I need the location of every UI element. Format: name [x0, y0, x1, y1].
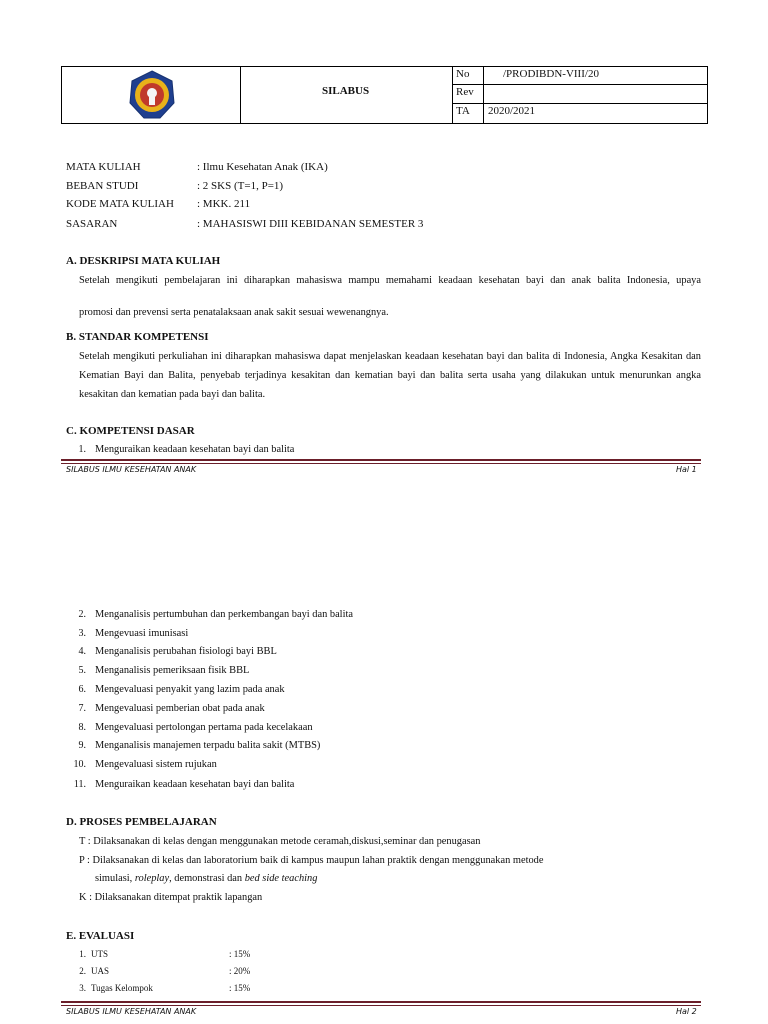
footer-rule-page-1 — [61, 459, 701, 464]
header-no-label: No — [456, 68, 470, 80]
e-item-3-value: : 15% — [229, 983, 251, 993]
header-no-value: /PRODIBDN-VIII/20 — [503, 68, 599, 80]
document-header-table — [61, 66, 708, 124]
c-item-9-text: Menganalisis manajemen terpadu balita sakit (MTBS) — [95, 740, 321, 751]
header-ta-value: 2020/2021 — [488, 105, 536, 117]
info-value-beban-studi: : 2 SKS (T=1, P=1) — [197, 180, 284, 192]
footer-left-page-2: SILABUS ILMU KESEHATAN ANAK — [66, 1007, 197, 1016]
c-item-11-text: Menguraikan keadaan kesehatan bayi dan balita — [95, 779, 295, 790]
e-item-2-number: 2. — [79, 966, 86, 976]
footer-page-number-2: Hal 2 — [676, 1007, 697, 1016]
section-d-praktik-line1: P : Dilaksanakan di kelas dan laboratorium baik di kampus maupun lahan praktik dengan menggunakan metode — [79, 855, 544, 866]
section-d-title: D. PROSES PEMBELAJARAN — [66, 816, 217, 828]
section-d-teori: T : Dilaksanakan di kelas dengan menggunakan metode ceramah,diskusi,seminar dan penugasan — [79, 836, 481, 847]
c-item-3-text: Mengevuasi imunisasi — [95, 628, 189, 639]
info-value-sasaran: : MAHASISWI DIII KEBIDANAN SEMESTER 3 — [197, 218, 424, 230]
institution-logo — [126, 69, 178, 126]
e-item-2-label: UAS — [91, 966, 110, 976]
c-item-6-number: 6. — [78, 684, 86, 695]
header-ta-label: TA — [456, 105, 470, 117]
info-label-beban-studi: BEBAN STUDI — [66, 180, 139, 192]
e-item-3-label: Tugas Kelompok — [91, 983, 153, 993]
c-item-11-number: 11. — [73, 779, 86, 790]
c-item-1-text: Menguraikan keadaan kesehatan bayi dan balita — [95, 444, 295, 455]
section-d-bedside-text: bed side teaching — [244, 873, 318, 884]
c-item-2-number: 2. — [78, 609, 86, 620]
section-a-title: A. DESKRIPSI MATA KULIAH — [66, 255, 221, 267]
section-e-title: E. EVALUASI — [66, 930, 135, 942]
document-title: SILABUS — [322, 85, 370, 97]
info-value-mata-kuliah: : Ilmu Kesehatan Anak (IKA) — [197, 161, 328, 173]
section-d-roleplay-text: roleplay — [134, 873, 170, 884]
c-item-5-number: 5. — [78, 665, 86, 676]
c-item-10-text: Mengevaluasi sistem rujukan — [95, 759, 217, 770]
c-item-8-text: Mengevaluasi pertolongan pertama pada kecelakaan — [95, 722, 313, 733]
c-item-8-number: 8. — [78, 722, 86, 733]
info-label-mata-kuliah: MATA KULIAH — [66, 161, 141, 173]
info-label-sasaran: SASARAN — [66, 218, 118, 230]
e-item-1-label: UTS — [91, 949, 109, 959]
section-d-demonstrasi-text: , demonstrasi dan — [169, 873, 245, 884]
e-item-3-number: 3. — [79, 983, 86, 993]
c-item-2-text: Menganalisis pertumbuhan dan perkembangan bayi dan balita — [95, 609, 353, 620]
c-item-3-number: 3. — [78, 628, 86, 639]
footer-page-number-1: Hal 1 — [676, 465, 697, 474]
section-b-text: Setelah mengikuti perkuliahan ini diharapkan mahasiswa dapat menjelaskan keadaan kesehatan bayi dan balita di Indonesia, Angka Kesakitan dan Kematian Bayi dan Balita, penyebab terjadinya kesakitan dan kematian bayi dan balita serta usaha yang dilakukan untuk menurunkan angka kesakitan dan kematian pada bayi dan balita. — [79, 351, 701, 400]
section-b-title: B. STANDAR KOMPETENSI — [66, 331, 209, 343]
section-a-text-line2: promosi dan prevensi serta penatalaksaan anak sakit sesuai wewenangnya. — [79, 307, 389, 318]
c-item-10-number: 10. — [73, 759, 86, 770]
c-item-4-text: Menganalisis perubahan fisiologi bayi BBL — [95, 646, 277, 657]
section-d-simulasi-text: simulasi, — [95, 873, 135, 884]
c-item-5-text: Menganalisis pemeriksaan fisik BBL — [95, 665, 250, 676]
section-d-praktik-line2 — [95, 873, 317, 884]
c-item-6-text: Mengevaluasi penyakit yang lazim pada anak — [95, 684, 285, 695]
info-value-kode: : MKK. 211 — [197, 198, 251, 210]
c-item-7-text: Mengevaluasi pemberian obat pada anak — [95, 703, 265, 714]
section-d-klinik: K : Dilaksanakan ditempat praktik lapangan — [79, 892, 263, 903]
footer-left-page-1: SILABUS ILMU KESEHATAN ANAK — [66, 465, 197, 474]
e-item-1-value: : 15% — [229, 949, 251, 959]
section-a-text-line1: Setelah mengikuti pembelajaran ini diharapkan mahasiswa mampu memahami keadaan kesehatan bayi dan anak balita Indonesia, upaya — [79, 275, 701, 286]
c-item-7-number: 7. — [78, 703, 86, 714]
footer-rule-page-2 — [61, 1001, 701, 1006]
e-item-1-number: 1. — [79, 949, 86, 959]
header-rev-label: Rev — [456, 86, 474, 98]
info-label-kode: KODE MATA KULIAH — [66, 198, 174, 210]
e-item-2-value: : 20% — [229, 966, 251, 976]
c-item-1-number: 1. — [78, 444, 86, 455]
section-c-title: C. KOMPETENSI DASAR — [66, 425, 195, 437]
c-item-9-number: 9. — [78, 740, 86, 751]
c-item-4-number: 4. — [78, 646, 86, 657]
